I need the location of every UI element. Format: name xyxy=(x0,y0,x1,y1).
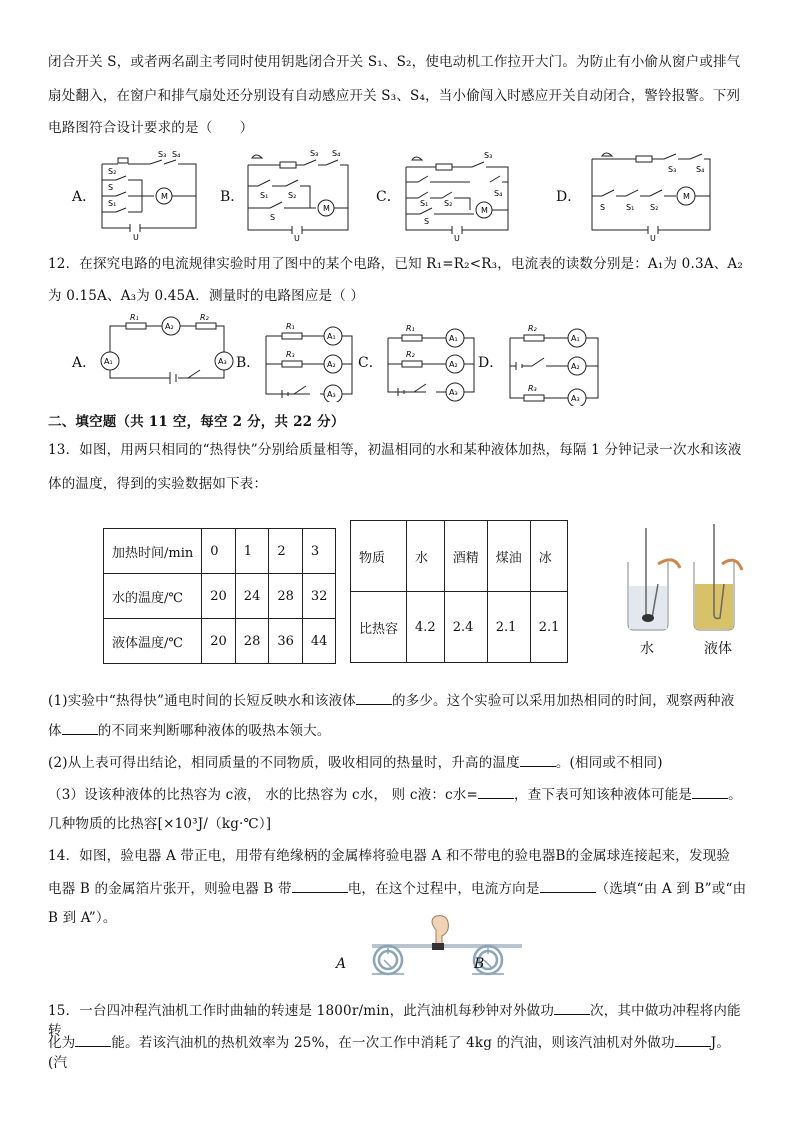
q15-text-d: 能。若该汽油机的热机效率为 25%，在一次工作中消耗了 4kg 的汽油，则该汽油机对外做功 xyxy=(111,1035,675,1051)
electroscope-illustration xyxy=(332,910,542,980)
svg-text:A₁: A₁ xyxy=(449,334,458,343)
specific-heat-table xyxy=(350,520,568,663)
table-cell: 比热容 xyxy=(351,592,407,663)
q13-sub1-line1 xyxy=(48,690,748,711)
answer-blank[interactable] xyxy=(478,784,514,799)
svg-text:U: U xyxy=(294,234,300,242)
table-cell: 3 xyxy=(302,529,336,574)
q13-sub3-text-c: 。 xyxy=(728,787,742,803)
electroscope-label-a: A xyxy=(336,956,347,972)
q11-option-a: A． xyxy=(72,189,97,205)
q12-option-a: A． xyxy=(72,355,97,371)
svg-text:R₃: R₃ xyxy=(528,384,537,393)
svg-text:S₂: S₂ xyxy=(288,191,297,200)
beaker-label-liquid: 液体 xyxy=(704,641,732,657)
q14-text-a: 电器 B 的金属箔片张开，则验电器 B 带 xyxy=(48,881,292,897)
table-row xyxy=(104,529,336,574)
circuit-diagram-11d xyxy=(586,146,716,242)
circuit-diagram-11b xyxy=(240,146,360,242)
q11-line1: 闭合开关 S，或者两名副主考同时使用钥匙闭合开关 S₁、S₂，使电动机工作拉开大门。为防止有小偷从窗户或排气 xyxy=(48,54,741,70)
section-heading: 二、填空题（共 11 空，每空 2 分，共 22 分） xyxy=(48,414,345,430)
svg-text:S: S xyxy=(108,183,114,192)
q12-line2: 为 0.15A、A₃为 0.45A．测量时的电路图应是（ ） xyxy=(48,288,365,304)
beakers-illustration xyxy=(618,524,748,636)
svg-text:S: S xyxy=(270,213,276,222)
table-cell: 水的温度/℃ xyxy=(104,574,202,619)
q13-sub3-text-a: （3）设该种液体的比热容为 c液， 水的比热容为 c水， 则 c液：c水= xyxy=(48,787,478,803)
q12-line1: 12．在探究电路的电流规律实验时用了图中的某个电路，已知 R₁=R₂<R₃，电流表的读数分别是：A₁为 0.3A、A₂ xyxy=(48,256,743,272)
svg-text:R₂: R₂ xyxy=(406,350,415,359)
svg-text:S₂: S₂ xyxy=(108,167,117,176)
svg-text:R₁: R₁ xyxy=(130,313,139,322)
answer-blank[interactable] xyxy=(356,690,392,705)
answer-blank[interactable] xyxy=(675,1032,711,1047)
q13-sub3 xyxy=(48,784,748,805)
table-cell: 0 xyxy=(202,529,236,574)
table-cell: 水 xyxy=(407,521,445,592)
svg-text:A₂: A₂ xyxy=(449,360,458,369)
q14-text-b: 电，在这个过程中，电流方向是 xyxy=(347,881,540,897)
circuit-diagram-11a xyxy=(92,150,202,242)
svg-text:R₂: R₂ xyxy=(528,324,537,333)
svg-text:S₃: S₃ xyxy=(484,151,493,160)
q15-text-a: 15．一台四冲程汽油机工作时曲轴的转速是 1800r/min，此汽油机每秒钟对外做功 xyxy=(48,1003,555,1019)
svg-text:A₂: A₂ xyxy=(571,362,580,371)
table-cell: 2.4 xyxy=(444,592,487,663)
circuit-diagram-12c xyxy=(384,316,480,402)
q15-line2 xyxy=(48,1032,748,1073)
beaker-label-water: 水 xyxy=(640,641,654,657)
q13-sub1-text-d: 的不同来判断哪种液体的吸热本领大。 xyxy=(97,723,331,739)
q13-sub2-text-a: (2)从上表可得出结论，相同质量的不同物质，吸收相同的热量时，升高的温度 xyxy=(48,755,520,771)
svg-text:S₄: S₄ xyxy=(172,150,181,159)
table-cell: 煤油 xyxy=(487,521,530,592)
svg-text:S₄: S₄ xyxy=(494,189,503,198)
svg-text:M: M xyxy=(323,204,330,213)
answer-blank[interactable] xyxy=(692,784,728,799)
table-row xyxy=(104,574,336,619)
table-row xyxy=(351,521,568,592)
svg-text:S₁: S₁ xyxy=(260,191,269,200)
q12-option-c: C． xyxy=(358,355,383,371)
svg-text:A₃: A₃ xyxy=(327,390,336,399)
svg-text:R₁: R₁ xyxy=(286,322,295,331)
q14-line1: 14．如图，验电器 A 带正电，用带有绝缘柄的金属棒将验电器 A 和不带电的验电器B的金属球连接起来，发现验 xyxy=(48,848,731,864)
table-cell: 2.1 xyxy=(530,592,568,663)
table-cell: 2 xyxy=(269,529,303,574)
svg-text:A₂: A₂ xyxy=(165,322,174,331)
q14-text-c: （选填“由 A 到 B”或“由 xyxy=(595,881,747,897)
q15-text-c: 化为 xyxy=(48,1035,76,1051)
svg-text:S₄: S₄ xyxy=(696,165,705,174)
answer-blank[interactable] xyxy=(520,752,556,767)
q11-line2: 扇处翻入，在窗户和排气扇处还分别设有自动感应开关 S₃、S₄，当小偷闯入时感应开关自动闭合，警铃报警。下列 xyxy=(48,88,741,104)
q13-sub1-text-c: 体 xyxy=(48,723,62,739)
svg-text:U: U xyxy=(454,234,460,242)
svg-text:S₃: S₃ xyxy=(668,165,677,174)
table-cell: 36 xyxy=(269,619,303,664)
svg-text:M: M xyxy=(161,192,168,201)
q14-line2 xyxy=(48,878,748,899)
electroscope-label-b: B xyxy=(474,956,485,972)
q15-text-e: J。(汽 xyxy=(48,1035,731,1071)
svg-text:M: M xyxy=(683,192,690,201)
svg-text:S₁: S₁ xyxy=(108,199,117,208)
table-cell: 加热时间/min xyxy=(104,529,202,574)
q12-option-b: B． xyxy=(236,355,261,371)
svg-text:U: U xyxy=(133,233,139,242)
q13-sub1-text-b: 的多少。这个实验可以采用加热相同的时间，观察两种液 xyxy=(391,693,735,709)
table-cell: 2.1 xyxy=(487,592,530,663)
temperature-table xyxy=(103,528,336,664)
q15-text-b: 次，其中做功冲程将内能转 xyxy=(48,1003,741,1039)
q12-option-d: D． xyxy=(478,355,504,371)
circuit-diagram-11c xyxy=(400,146,520,242)
q11-option-d: D． xyxy=(556,189,582,205)
svg-text:A₁: A₁ xyxy=(327,332,336,341)
q13-table-caption: 几种物质的比热容[×10³J/（kg·℃）] xyxy=(48,816,272,832)
q13-sub1-text-a: (1)实验中“热得快”通电时间的长短反映水和该液体 xyxy=(48,693,356,709)
svg-text:S₂: S₂ xyxy=(444,199,453,208)
table-cell: 物质 xyxy=(351,521,407,592)
svg-text:M: M xyxy=(481,206,488,215)
svg-text:A₁: A₁ xyxy=(571,334,580,343)
table-cell: 28 xyxy=(235,619,269,664)
q13-sub1-line2 xyxy=(48,720,748,741)
q13-sub2-text-b: 。(相同或不相同) xyxy=(555,755,663,771)
q11-option-b: B． xyxy=(220,189,245,205)
table-cell: 1 xyxy=(235,529,269,574)
svg-text:A₁: A₁ xyxy=(104,357,113,366)
table-row xyxy=(351,592,568,663)
q13-line1: 13．如图，用两只相同的“热得快”分别给质量相等，初温相同的水和某种液体加热，每隔 1 分钟记录一次水和该液 xyxy=(48,442,742,458)
answer-blank[interactable] xyxy=(62,720,98,735)
svg-text:S₃: S₃ xyxy=(158,150,167,159)
table-cell: 28 xyxy=(269,574,303,619)
table-cell: 20 xyxy=(202,619,236,664)
svg-text:A₂: A₂ xyxy=(327,360,336,369)
table-cell: 20 xyxy=(202,574,236,619)
table-cell: 24 xyxy=(235,574,269,619)
svg-text:R₁: R₁ xyxy=(406,324,415,333)
svg-text:A₃: A₃ xyxy=(449,388,458,397)
q14-line3: B 到 A”）。 xyxy=(48,910,117,926)
q13-line2: 体的温度，得到的实验数据如下表： xyxy=(48,476,268,492)
table-cell: 32 xyxy=(302,574,336,619)
table-cell: 酒精 xyxy=(444,521,487,592)
answer-blank[interactable] xyxy=(292,878,348,893)
answer-blank[interactable] xyxy=(554,1000,590,1015)
svg-text:S: S xyxy=(600,203,606,212)
q13-sub2 xyxy=(48,752,748,773)
circuit-diagram-12d xyxy=(504,316,604,406)
table-cell: 4.2 xyxy=(407,592,445,663)
answer-blank[interactable] xyxy=(75,1032,111,1047)
svg-text:S₁: S₁ xyxy=(626,203,635,212)
svg-text:A₃: A₃ xyxy=(571,394,580,403)
circuit-diagram-12b xyxy=(262,314,358,402)
svg-text:S₁: S₁ xyxy=(420,199,429,208)
q13-sub3-text-b: ，查下表可知该种液体可能是 xyxy=(514,787,693,803)
svg-text:S₄: S₄ xyxy=(332,149,341,158)
svg-text:S₃: S₃ xyxy=(310,149,319,158)
q11-line3: 电路图符合设计要求的是（ ） xyxy=(48,120,254,136)
svg-text:R₃: R₃ xyxy=(286,350,295,359)
svg-text:S: S xyxy=(424,217,430,226)
svg-text:S₂: S₂ xyxy=(650,203,659,212)
q11-option-c: C． xyxy=(376,189,401,205)
table-row xyxy=(104,619,336,664)
table-cell: 44 xyxy=(302,619,336,664)
table-cell: 冰 xyxy=(530,521,568,592)
svg-text:A₃: A₃ xyxy=(218,357,227,366)
answer-blank[interactable] xyxy=(540,878,596,893)
svg-text:U: U xyxy=(650,234,656,242)
table-cell: 液体温度/℃ xyxy=(104,619,202,664)
circuit-diagram-12a xyxy=(96,312,236,386)
svg-text:R₂: R₂ xyxy=(200,313,209,322)
